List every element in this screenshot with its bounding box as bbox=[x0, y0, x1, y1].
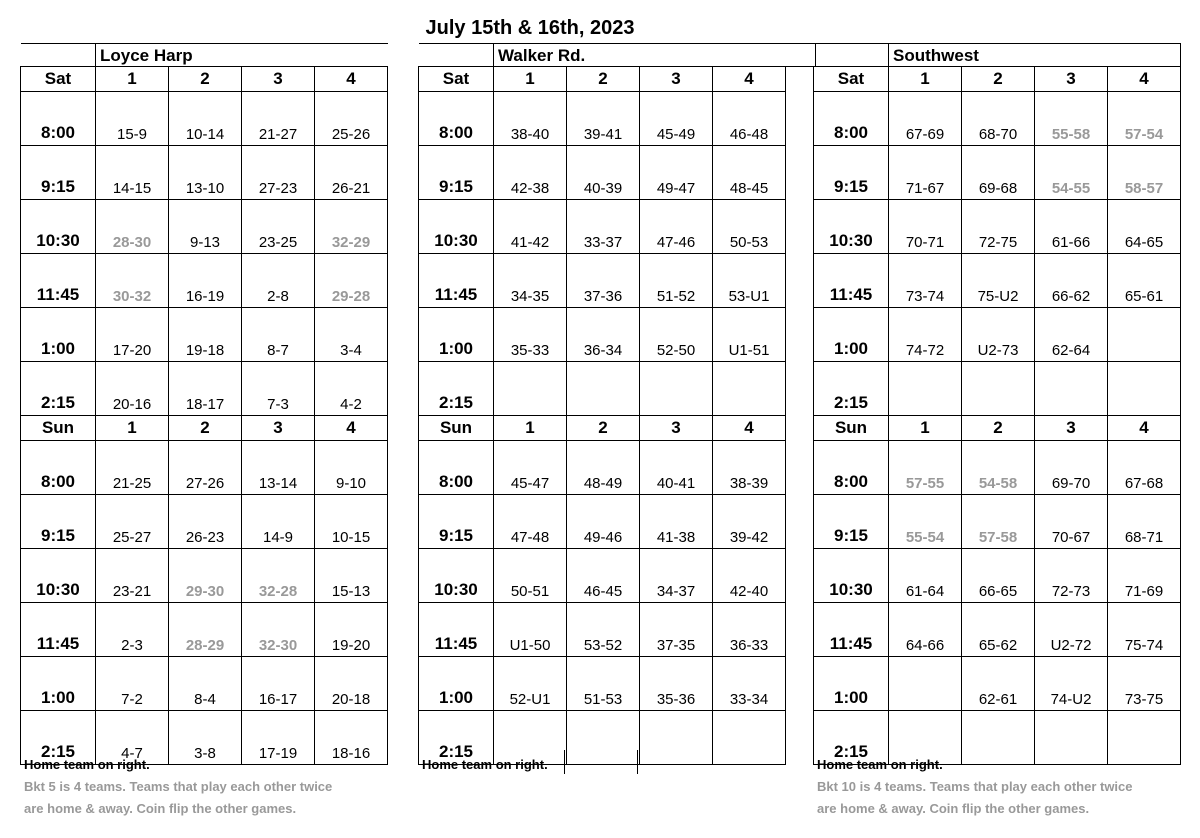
game-matchup: 47-46 bbox=[640, 200, 713, 254]
empty-slot bbox=[1035, 711, 1108, 765]
time-label: 1:00 bbox=[419, 308, 494, 362]
time-slot-row bbox=[21, 308, 388, 362]
game-matchup: 66-65 bbox=[962, 549, 1035, 603]
empty-slot bbox=[640, 362, 713, 416]
bracket-note: are home & away. Coin flip the other games. bbox=[24, 801, 297, 816]
game-matchup: 50-51 bbox=[494, 549, 567, 603]
time-slot-row bbox=[21, 362, 388, 416]
time-label: 2:15 bbox=[419, 711, 494, 765]
game-matchup: U2-72 bbox=[1035, 603, 1108, 657]
game-matchup: 57-54 bbox=[1108, 92, 1181, 146]
game-matchup: 38-40 bbox=[494, 92, 567, 146]
time-slot-row bbox=[419, 603, 816, 657]
game-matchup: 67-68 bbox=[1108, 441, 1181, 495]
game-matchup: 68-70 bbox=[962, 92, 1035, 146]
time-label: 8:00 bbox=[21, 92, 96, 146]
game-matchup: 52-50 bbox=[640, 308, 713, 362]
venue-name: Walker Rd. bbox=[494, 44, 816, 67]
game-matchup: 30-32 bbox=[96, 254, 169, 308]
time-label: 8:00 bbox=[419, 92, 494, 146]
game-matchup: 55-54 bbox=[889, 495, 962, 549]
game-matchup: 71-67 bbox=[889, 146, 962, 200]
field-number: 2 bbox=[169, 67, 242, 92]
schedule-table bbox=[418, 43, 816, 765]
empty-slot bbox=[640, 711, 713, 765]
game-matchup: 14-9 bbox=[242, 495, 315, 549]
field-number: 1 bbox=[96, 67, 169, 92]
game-matchup: 28-30 bbox=[96, 200, 169, 254]
venue-southwest bbox=[813, 43, 1181, 765]
empty-slot bbox=[1108, 711, 1181, 765]
home-team-note: Home team on right. bbox=[422, 757, 548, 772]
empty-cell bbox=[786, 603, 816, 657]
game-matchup: 47-48 bbox=[494, 495, 567, 549]
game-matchup: 41-42 bbox=[494, 200, 567, 254]
game-matchup: 37-36 bbox=[567, 254, 640, 308]
game-matchup: 68-71 bbox=[1108, 495, 1181, 549]
page-title: July 15th & 16th, 2023 bbox=[425, 17, 635, 39]
game-matchup: 26-21 bbox=[315, 146, 388, 200]
game-matchup: 29-28 bbox=[315, 254, 388, 308]
game-matchup: 69-70 bbox=[1035, 441, 1108, 495]
empty-cell bbox=[786, 362, 816, 416]
divider-line bbox=[637, 750, 638, 774]
game-matchup: 41-38 bbox=[640, 495, 713, 549]
empty-cell bbox=[786, 67, 816, 92]
game-matchup: 73-75 bbox=[1108, 657, 1181, 711]
game-matchup: 19-20 bbox=[315, 603, 388, 657]
empty-slot bbox=[1108, 362, 1181, 416]
home-team-note: Home team on right. bbox=[24, 757, 150, 772]
game-matchup: 35-33 bbox=[494, 308, 567, 362]
time-label: 11:45 bbox=[419, 603, 494, 657]
game-matchup: 67-69 bbox=[889, 92, 962, 146]
schedule-table bbox=[813, 43, 1181, 765]
game-matchup: 23-25 bbox=[242, 200, 315, 254]
time-label: 2:15 bbox=[814, 711, 889, 765]
field-number: 3 bbox=[640, 416, 713, 441]
game-matchup: 3-4 bbox=[315, 308, 388, 362]
game-matchup: 29-30 bbox=[169, 549, 242, 603]
game-matchup: 54-58 bbox=[962, 441, 1035, 495]
time-label: 1:00 bbox=[21, 657, 96, 711]
game-matchup: 70-71 bbox=[889, 200, 962, 254]
game-matchup: 16-19 bbox=[169, 254, 242, 308]
game-matchup: 9-10 bbox=[315, 441, 388, 495]
time-label: 10:30 bbox=[419, 549, 494, 603]
venue-header-blank bbox=[814, 44, 889, 67]
empty-slot bbox=[889, 362, 962, 416]
time-slot-row bbox=[21, 254, 388, 308]
game-matchup: 23-21 bbox=[96, 549, 169, 603]
field-number: 2 bbox=[567, 67, 640, 92]
time-slot-row bbox=[21, 200, 388, 254]
game-matchup: 8-4 bbox=[169, 657, 242, 711]
time-slot-row bbox=[814, 308, 1181, 362]
game-matchup: 69-68 bbox=[962, 146, 1035, 200]
game-matchup: 8-7 bbox=[242, 308, 315, 362]
game-matchup: 25-27 bbox=[96, 495, 169, 549]
empty-slot bbox=[713, 711, 786, 765]
time-label: 10:30 bbox=[814, 200, 889, 254]
empty-cell bbox=[786, 711, 816, 765]
time-slot-row bbox=[814, 441, 1181, 495]
game-matchup: 51-52 bbox=[640, 254, 713, 308]
game-matchup: U1-50 bbox=[494, 603, 567, 657]
game-matchup: 13-14 bbox=[242, 441, 315, 495]
game-matchup: 16-17 bbox=[242, 657, 315, 711]
game-matchup: 32-28 bbox=[242, 549, 315, 603]
divider-line bbox=[564, 750, 565, 774]
time-label: 11:45 bbox=[419, 254, 494, 308]
schedule-table bbox=[20, 43, 388, 765]
empty-slot bbox=[889, 657, 962, 711]
game-matchup: 28-29 bbox=[169, 603, 242, 657]
empty-slot bbox=[962, 711, 1035, 765]
empty-cell bbox=[786, 146, 816, 200]
time-label: 2:15 bbox=[21, 362, 96, 416]
game-matchup: 19-18 bbox=[169, 308, 242, 362]
game-matchup: 53-U1 bbox=[713, 254, 786, 308]
game-matchup: 50-53 bbox=[713, 200, 786, 254]
empty-cell bbox=[786, 92, 816, 146]
game-matchup: 2-8 bbox=[242, 254, 315, 308]
time-slot-row bbox=[419, 308, 816, 362]
game-matchup: 74-U2 bbox=[1035, 657, 1108, 711]
game-matchup: 40-39 bbox=[567, 146, 640, 200]
game-matchup: 57-58 bbox=[962, 495, 1035, 549]
field-number: 4 bbox=[1108, 416, 1181, 441]
game-matchup: 65-62 bbox=[962, 603, 1035, 657]
time-label: 11:45 bbox=[21, 603, 96, 657]
empty-cell bbox=[786, 416, 816, 441]
game-matchup: 14-15 bbox=[96, 146, 169, 200]
time-label: 11:45 bbox=[814, 603, 889, 657]
venue-header-blank bbox=[21, 44, 96, 67]
game-matchup: 53-52 bbox=[567, 603, 640, 657]
field-number: 4 bbox=[713, 416, 786, 441]
time-slot-row bbox=[21, 146, 388, 200]
game-matchup: 27-26 bbox=[169, 441, 242, 495]
game-matchup: 13-10 bbox=[169, 146, 242, 200]
empty-slot bbox=[713, 362, 786, 416]
time-label: 10:30 bbox=[419, 200, 494, 254]
game-matchup: 18-16 bbox=[315, 711, 388, 765]
time-label: 8:00 bbox=[814, 92, 889, 146]
time-label: 1:00 bbox=[419, 657, 494, 711]
game-matchup: 61-66 bbox=[1035, 200, 1108, 254]
game-matchup: 7-2 bbox=[96, 657, 169, 711]
empty-cell bbox=[786, 200, 816, 254]
time-label: 10:30 bbox=[21, 200, 96, 254]
game-matchup: 17-19 bbox=[242, 711, 315, 765]
game-matchup: 49-47 bbox=[640, 146, 713, 200]
game-matchup: 65-61 bbox=[1108, 254, 1181, 308]
game-matchup: 52-U1 bbox=[494, 657, 567, 711]
time-slot-row bbox=[21, 441, 388, 495]
game-matchup: 15-13 bbox=[315, 549, 388, 603]
game-matchup: U1-51 bbox=[713, 308, 786, 362]
time-label: 1:00 bbox=[21, 308, 96, 362]
time-label: 9:15 bbox=[419, 495, 494, 549]
game-matchup: 3-8 bbox=[169, 711, 242, 765]
time-label: 2:15 bbox=[21, 711, 96, 765]
game-matchup: 70-67 bbox=[1035, 495, 1108, 549]
game-matchup: 35-36 bbox=[640, 657, 713, 711]
time-label: 8:00 bbox=[814, 441, 889, 495]
game-matchup: 66-62 bbox=[1035, 254, 1108, 308]
game-matchup: 58-57 bbox=[1108, 146, 1181, 200]
game-matchup: 42-38 bbox=[494, 146, 567, 200]
time-label: 1:00 bbox=[814, 308, 889, 362]
empty-slot bbox=[1108, 308, 1181, 362]
field-number: 2 bbox=[962, 416, 1035, 441]
empty-cell bbox=[786, 308, 816, 362]
game-matchup: 26-23 bbox=[169, 495, 242, 549]
time-label: 10:30 bbox=[814, 549, 889, 603]
game-matchup: 37-35 bbox=[640, 603, 713, 657]
game-matchup: 64-66 bbox=[889, 603, 962, 657]
time-slot-row bbox=[419, 657, 816, 711]
game-matchup: 9-13 bbox=[169, 200, 242, 254]
bracket-note: Bkt 5 is 4 teams. Teams that play each other twice bbox=[24, 779, 333, 794]
time-label: 9:15 bbox=[21, 146, 96, 200]
empty-cell bbox=[786, 495, 816, 549]
game-matchup: 62-64 bbox=[1035, 308, 1108, 362]
game-matchup: 34-35 bbox=[494, 254, 567, 308]
empty-slot bbox=[567, 362, 640, 416]
game-matchup: 46-48 bbox=[713, 92, 786, 146]
game-matchup: 39-42 bbox=[713, 495, 786, 549]
time-slot-row bbox=[419, 200, 816, 254]
time-slot-row bbox=[814, 549, 1181, 603]
game-matchup: 42-40 bbox=[713, 549, 786, 603]
game-matchup: 15-9 bbox=[96, 92, 169, 146]
bracket-note: are home & away. Coin flip the other games. bbox=[817, 801, 1090, 816]
field-number: 1 bbox=[889, 416, 962, 441]
game-matchup: 73-74 bbox=[889, 254, 962, 308]
time-slot-row bbox=[814, 362, 1181, 416]
game-matchup: 74-72 bbox=[889, 308, 962, 362]
time-slot-row bbox=[419, 441, 816, 495]
field-number: 2 bbox=[567, 416, 640, 441]
bracket-note: Bkt 10 is 4 teams. Teams that play each other twice bbox=[817, 779, 1133, 794]
game-matchup: 4-7 bbox=[96, 711, 169, 765]
day-label: Sun bbox=[21, 416, 96, 441]
game-matchup: 49-46 bbox=[567, 495, 640, 549]
venue-header-blank bbox=[419, 44, 494, 67]
game-matchup: 32-29 bbox=[315, 200, 388, 254]
time-label: 11:45 bbox=[21, 254, 96, 308]
game-matchup: 36-33 bbox=[713, 603, 786, 657]
time-slot-row bbox=[419, 146, 816, 200]
field-number: 3 bbox=[1035, 416, 1108, 441]
empty-slot bbox=[1035, 362, 1108, 416]
game-matchup: 40-41 bbox=[640, 441, 713, 495]
day-label: Sat bbox=[21, 67, 96, 92]
game-matchup: 7-3 bbox=[242, 362, 315, 416]
time-slot-row bbox=[21, 549, 388, 603]
game-matchup: 55-58 bbox=[1035, 92, 1108, 146]
time-slot-row bbox=[21, 603, 388, 657]
empty-slot bbox=[567, 711, 640, 765]
empty-cell bbox=[786, 254, 816, 308]
venue-name: Loyce Harp bbox=[96, 44, 388, 67]
time-slot-row bbox=[814, 254, 1181, 308]
game-matchup: 27-23 bbox=[242, 146, 315, 200]
field-number: 1 bbox=[494, 416, 567, 441]
field-number: 1 bbox=[96, 416, 169, 441]
time-label: 9:15 bbox=[814, 495, 889, 549]
empty-slot bbox=[962, 362, 1035, 416]
field-number: 4 bbox=[315, 416, 388, 441]
game-matchup: 71-69 bbox=[1108, 549, 1181, 603]
game-matchup: 39-41 bbox=[567, 92, 640, 146]
field-number: 4 bbox=[1108, 67, 1181, 92]
game-matchup: 20-16 bbox=[96, 362, 169, 416]
venue-walker-rd bbox=[418, 43, 816, 765]
time-label: 1:00 bbox=[814, 657, 889, 711]
game-matchup: 25-26 bbox=[315, 92, 388, 146]
game-matchup: 75-74 bbox=[1108, 603, 1181, 657]
game-matchup: 34-37 bbox=[640, 549, 713, 603]
time-slot-row bbox=[21, 657, 388, 711]
field-number: 4 bbox=[315, 67, 388, 92]
game-matchup: 21-27 bbox=[242, 92, 315, 146]
game-matchup: 72-73 bbox=[1035, 549, 1108, 603]
field-number: 3 bbox=[242, 67, 315, 92]
game-matchup: 18-17 bbox=[169, 362, 242, 416]
time-slot-row bbox=[814, 603, 1181, 657]
day-label: Sat bbox=[814, 67, 889, 92]
empty-cell bbox=[786, 549, 816, 603]
time-label: 8:00 bbox=[419, 441, 494, 495]
game-matchup: 64-65 bbox=[1108, 200, 1181, 254]
game-matchup: U2-73 bbox=[962, 308, 1035, 362]
venue-name: Southwest bbox=[889, 44, 1181, 67]
game-matchup: 38-39 bbox=[713, 441, 786, 495]
time-label: 8:00 bbox=[21, 441, 96, 495]
time-label: 11:45 bbox=[814, 254, 889, 308]
day-label: Sun bbox=[419, 416, 494, 441]
game-matchup: 45-49 bbox=[640, 92, 713, 146]
game-matchup: 32-30 bbox=[242, 603, 315, 657]
time-slot-row bbox=[814, 495, 1181, 549]
empty-cell bbox=[786, 441, 816, 495]
time-slot-row bbox=[419, 92, 816, 146]
game-matchup: 17-20 bbox=[96, 308, 169, 362]
time-slot-row bbox=[814, 146, 1181, 200]
field-number: 3 bbox=[1035, 67, 1108, 92]
game-matchup: 21-25 bbox=[96, 441, 169, 495]
time-slot-row bbox=[419, 495, 816, 549]
time-label: 10:30 bbox=[21, 549, 96, 603]
field-number: 3 bbox=[640, 67, 713, 92]
game-matchup: 51-53 bbox=[567, 657, 640, 711]
time-label: 2:15 bbox=[419, 362, 494, 416]
game-matchup: 54-55 bbox=[1035, 146, 1108, 200]
field-number: 4 bbox=[713, 67, 786, 92]
time-slot-row bbox=[814, 200, 1181, 254]
game-matchup: 45-47 bbox=[494, 441, 567, 495]
time-label: 9:15 bbox=[814, 146, 889, 200]
venue-loyce-harp bbox=[20, 43, 388, 765]
time-slot-row bbox=[21, 495, 388, 549]
game-matchup: 75-U2 bbox=[962, 254, 1035, 308]
time-label: 2:15 bbox=[814, 362, 889, 416]
game-matchup: 2-3 bbox=[96, 603, 169, 657]
game-matchup: 57-55 bbox=[889, 441, 962, 495]
game-matchup: 62-61 bbox=[962, 657, 1035, 711]
field-number: 1 bbox=[889, 67, 962, 92]
game-matchup: 61-64 bbox=[889, 549, 962, 603]
game-matchup: 33-34 bbox=[713, 657, 786, 711]
game-matchup: 20-18 bbox=[315, 657, 388, 711]
time-slot-row bbox=[814, 92, 1181, 146]
game-matchup: 33-37 bbox=[567, 200, 640, 254]
time-label: 9:15 bbox=[419, 146, 494, 200]
day-label: Sun bbox=[814, 416, 889, 441]
empty-slot bbox=[494, 362, 567, 416]
empty-cell bbox=[786, 657, 816, 711]
game-matchup: 4-2 bbox=[315, 362, 388, 416]
time-slot-row bbox=[419, 549, 816, 603]
game-matchup: 10-14 bbox=[169, 92, 242, 146]
field-number: 2 bbox=[962, 67, 1035, 92]
time-slot-row bbox=[419, 254, 816, 308]
day-label: Sat bbox=[419, 67, 494, 92]
field-number: 2 bbox=[169, 416, 242, 441]
game-matchup: 48-49 bbox=[567, 441, 640, 495]
time-label: 9:15 bbox=[21, 495, 96, 549]
time-slot-row bbox=[419, 362, 816, 416]
game-matchup: 36-34 bbox=[567, 308, 640, 362]
field-number: 1 bbox=[494, 67, 567, 92]
game-matchup: 72-75 bbox=[962, 200, 1035, 254]
field-number: 3 bbox=[242, 416, 315, 441]
game-matchup: 46-45 bbox=[567, 549, 640, 603]
game-matchup: 10-15 bbox=[315, 495, 388, 549]
time-slot-row bbox=[814, 657, 1181, 711]
game-matchup: 48-45 bbox=[713, 146, 786, 200]
home-team-note: Home team on right. bbox=[817, 757, 943, 772]
time-slot-row bbox=[21, 92, 388, 146]
